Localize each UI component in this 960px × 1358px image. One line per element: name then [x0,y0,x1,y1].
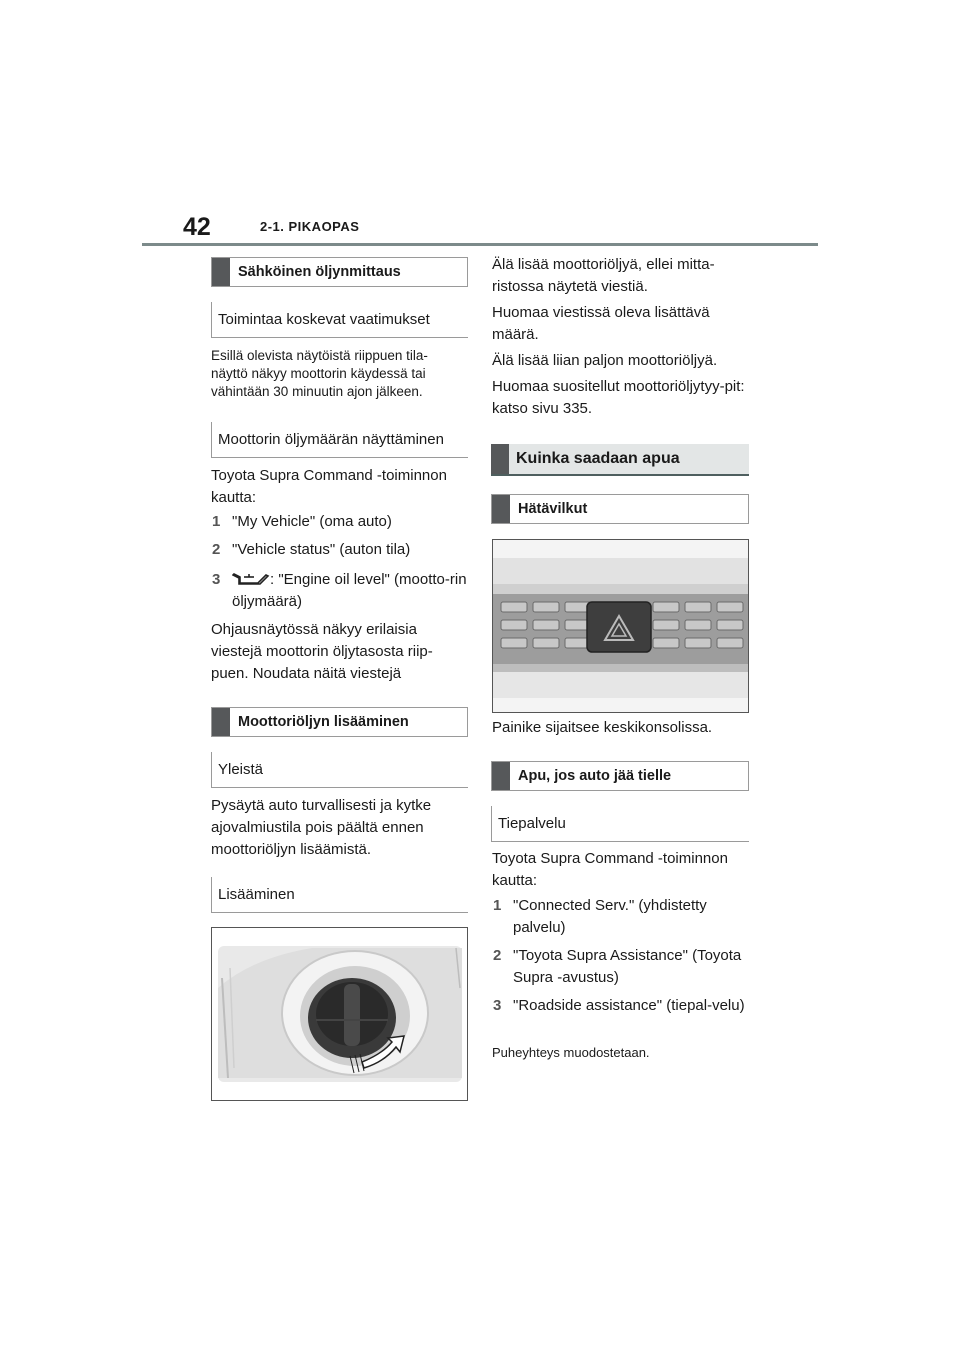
step-number: 3 [212,571,221,588]
subheading-adding [211,877,468,913]
subheading-general [211,752,468,788]
subheading-label: Tiepalvelu [498,815,566,832]
step-text: : "Engine oil level" (mootto-rin öljymäärä) [232,571,467,610]
paragraph-via-command-right: Toyota Supra Command -toiminnon kautta: [492,850,728,889]
subheading-requirements [211,302,468,338]
step-right-2 [493,945,753,989]
subheading-label: Moottorin öljymäärän näyttäminen [218,431,444,448]
step-1 [212,511,472,533]
subheading-show-oil-level [211,422,468,458]
step-2 [212,539,472,561]
paragraph-not-too-much: Älä lisää liian paljon moottoriöljyä. [492,352,718,369]
paragraph-do-not-add: Älä lisää moottoriöljyä, ellei mitta-ristossa näytetä viestiä. [492,256,715,295]
subheading-label: Yleistä [218,761,264,778]
step-right-3 [493,995,753,1017]
heading-label: Hätävilkut [518,501,588,517]
step-text: "Toyota Supra Assistance" (Toyota Supra -avustus) [513,947,742,986]
step-number: 3 [493,997,502,1014]
step-number: 2 [212,541,221,558]
heading-bar [492,495,510,523]
oil-filler-cap-illustration [212,928,467,1100]
paragraph-messages: Ohjausnäytössä näkyy erilaisia viestejä moottorin öljytasosta riip-puen. Noudata näitä viestejä [211,621,433,682]
oil-filler-cap-image [211,927,468,1101]
step-3 [212,569,472,613]
paragraph-stop-car: Pysäytä auto turvallisesti ja kytke ajovalmiustila pois päältä ennen moottoriöljyn lisäämistä. [211,797,432,858]
figure-caption: Painike sijaitsee keskikonsolissa. [492,719,713,736]
oil-can-icon [232,570,270,586]
header-divider [142,243,818,246]
step-text: "My Vehicle" (oma auto) [232,513,392,530]
heading-bar [212,258,230,286]
heading-adding-oil [211,707,468,737]
step-number: 1 [212,513,221,530]
paragraph-status-display: Esillä olevista näytöistä riippuen tila-näyttö näkyy moottorin käydessä tai vähintään 30 minuutin ajon jälkeen. [211,348,428,399]
subheading-roadside-service [491,806,749,842]
section-label: Kuinka saadaan apua [516,450,680,467]
heading-bar [492,762,510,790]
page-number: 42 [183,213,211,241]
step-text: "Connected Serv." (yhdistetty palvelu) [513,897,707,936]
step-number: 1 [493,897,502,914]
chapter-title: 2-1. PIKAOPAS [260,219,360,234]
step-text: "Vehicle status" (auton tila) [232,541,411,558]
hazard-button-illustration [493,540,748,712]
section-bar [491,444,509,474]
heading-label: Moottoriöljyn lisääminen [238,714,409,730]
heading-hazard-lights [491,494,749,524]
heading-bar [212,708,230,736]
paragraph-note-amount: Huomaa viestissä oleva lisättävä määrä. [492,304,710,343]
step-text: "Roadside assistance" (tiepal-velu) [513,997,745,1014]
paragraph-oil-types: Huomaa suositellut moottoriöljytyy-pit: katso sivu 335. [492,378,745,417]
step-number: 2 [493,947,502,964]
heading-electronic-oil-measurement [211,257,468,287]
note-voice-connection: Puheyhteys muodostetaan. [492,1045,650,1060]
hazard-button-image [492,539,749,713]
step-right-1 [493,895,753,939]
paragraph-via-command: Toyota Supra Command -toiminnon kautta: [211,467,447,506]
heading-roadside-help [491,761,749,791]
heading-label: Apu, jos auto jää tielle [518,768,672,784]
subheading-label: Lisääminen [218,886,295,903]
section-getting-help [491,444,749,476]
subheading-label: Toimintaa koskevat vaatimukset [218,311,430,328]
heading-label: Sähköinen öljynmittaus [238,264,401,280]
